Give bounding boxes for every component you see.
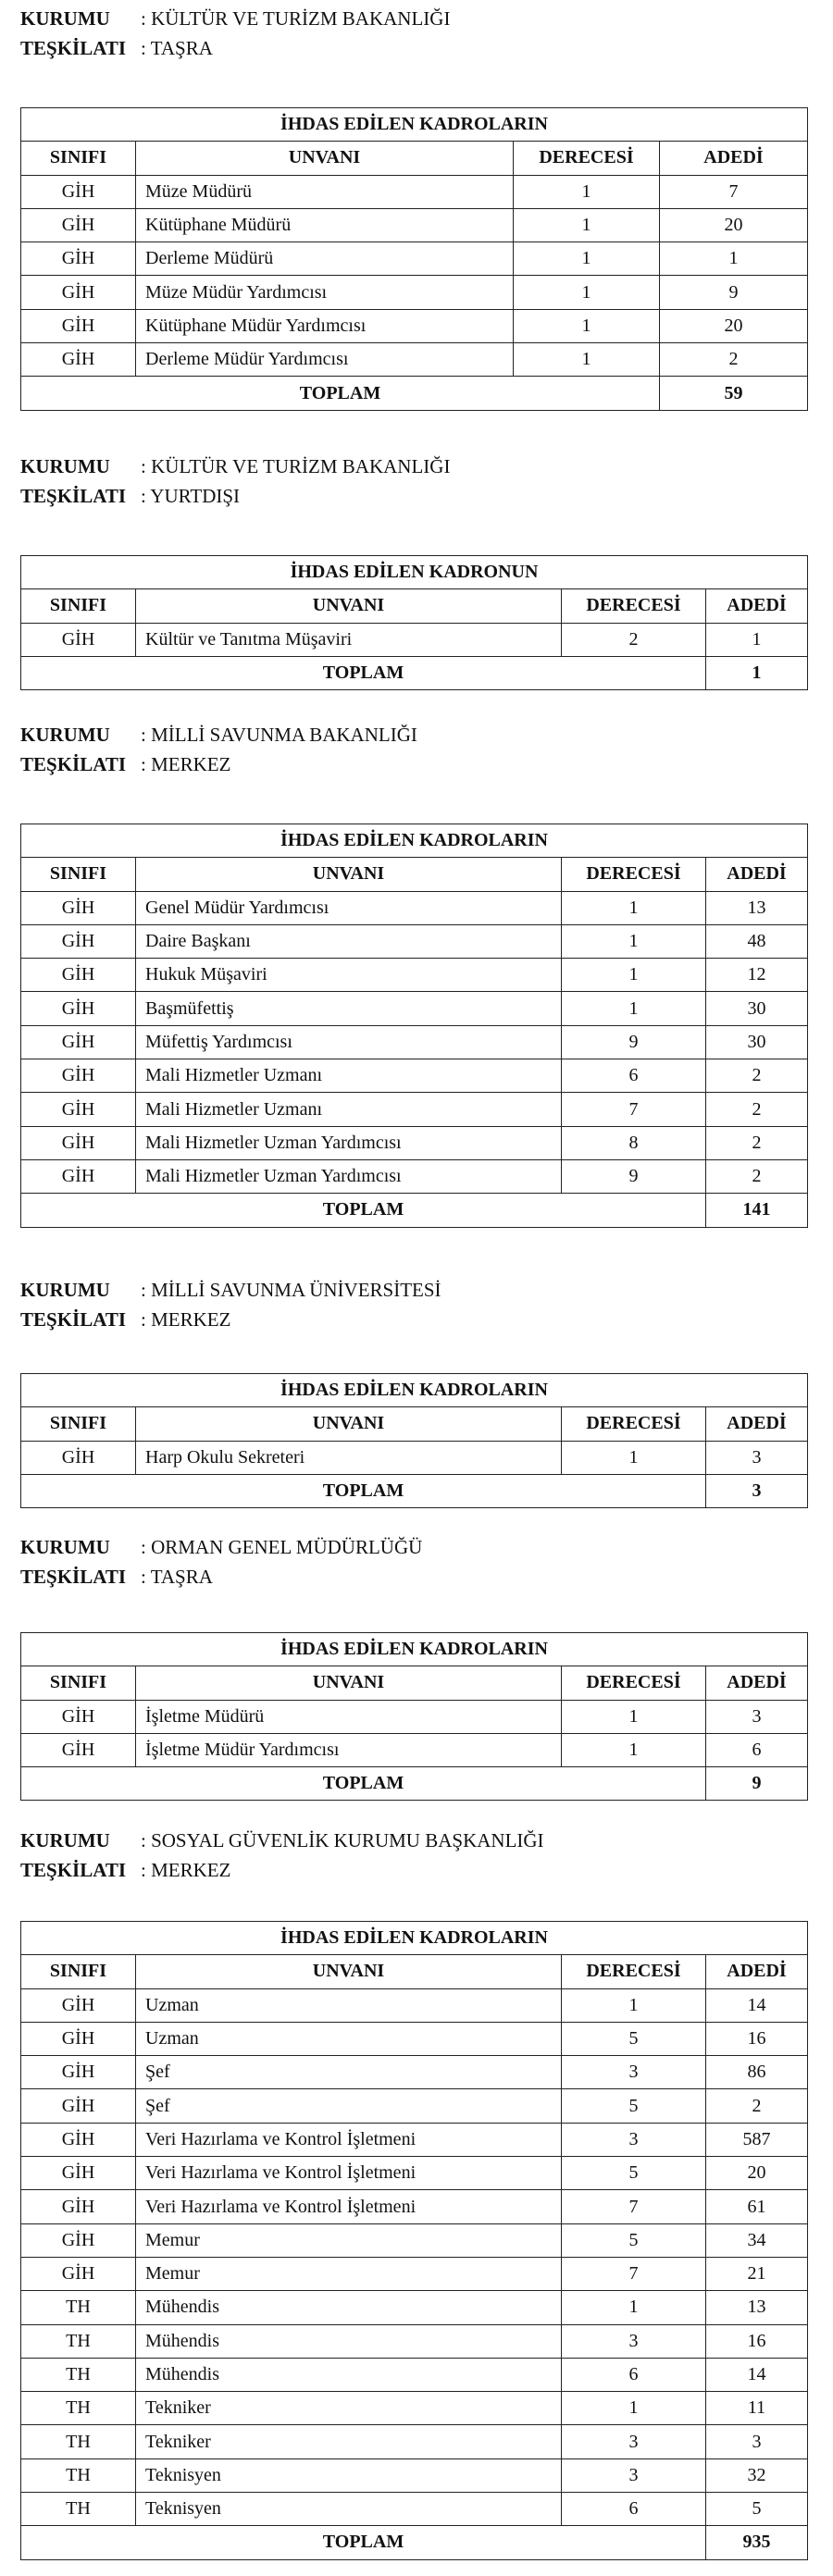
teskilati-value: : TAŞRA [141,37,213,59]
total-row [21,1767,808,1801]
table-title-row [21,108,808,142]
section-header [20,4,450,63]
cell-sinifi: GİH [21,2089,136,2123]
cell-unvani: Teknisyen [136,2493,562,2526]
table-title: İHDAS EDİLEN KADROLARIN [21,1633,808,1666]
cell-unvani: Kültür ve Tanıtma Müşaviri [136,623,562,656]
cell-adedi: 9 [660,276,808,309]
cell-derecesi: 1 [562,1733,706,1766]
cell-adedi: 16 [706,2324,808,2358]
cell-unvani: Müze Müdür Yardımcısı [136,276,514,309]
cell-sinifi: TH [21,2392,136,2425]
cell-derecesi: 1 [562,924,706,958]
table-header-row [21,589,808,623]
table-row [21,1025,808,1059]
cell-unvani: Veri Hazırlama ve Kontrol İşletmeni [136,2190,562,2223]
total-value: 9 [706,1767,808,1801]
cell-sinifi: GİH [21,175,136,208]
cell-adedi: 30 [706,992,808,1025]
cell-derecesi: 6 [562,2493,706,2526]
kurumu-label: KURUMU [20,1279,110,1301]
col-header-sinifi: SINIFI [21,858,136,891]
col-header-adedi: ADEDİ [706,1955,808,1988]
section-header [20,1275,441,1334]
table-row [21,1441,808,1474]
cadre-table [20,1373,808,1508]
cell-unvani: İşletme Müdür Yardımcısı [136,1733,562,1766]
kurumu-value: : KÜLTÜR VE TURİZM BAKANLIĞI [141,455,451,477]
cell-derecesi: 5 [562,2223,706,2257]
cell-derecesi: 1 [514,309,660,342]
cell-derecesi: 1 [562,891,706,924]
table-title: İHDAS EDİLEN KADROLARIN [21,108,808,142]
cell-adedi: 2 [706,1093,808,1126]
cell-derecesi: 1 [514,242,660,276]
table-row [21,992,808,1025]
kurumu-label: KURUMU [20,1536,110,1558]
kurumu-line [20,4,450,33]
cadre-table [20,1632,808,1801]
cell-sinifi: TH [21,2493,136,2526]
table-row [21,1093,808,1126]
cell-derecesi: 7 [562,1093,706,1126]
total-value: 935 [706,2526,808,2559]
table-title-row [21,1374,808,1407]
table-row [21,1988,808,2022]
cell-sinifi: GİH [21,242,136,276]
cell-unvani: Derleme Müdürü [136,242,514,276]
table-row [21,1126,808,1159]
cell-adedi: 32 [706,2458,808,2492]
cell-derecesi: 3 [562,2458,706,2492]
cell-derecesi: 2 [562,623,706,656]
col-header-sinifi: SINIFI [21,1955,136,1988]
cell-unvani: Mühendis [136,2324,562,2358]
col-header-adedi: ADEDİ [706,589,808,623]
table-header-row [21,858,808,891]
kurumu-value: : ORMAN GENEL MÜDÜRLÜĞÜ [141,1536,423,1558]
teskilati-value: : TAŞRA [141,1566,213,1588]
table-row [21,309,808,342]
table-row [21,175,808,208]
cell-unvani: Derleme Müdür Yardımcısı [136,343,514,377]
cell-unvani: Tekniker [136,2392,562,2425]
cell-adedi: 11 [706,2392,808,2425]
cell-unvani: Teknisyen [136,2458,562,2492]
table-row [21,2022,808,2055]
cell-derecesi: 1 [562,992,706,1025]
cell-sinifi: GİH [21,1700,136,1733]
cell-derecesi: 1 [562,2392,706,2425]
table-row [21,2257,808,2290]
section-header [20,1532,422,1591]
table-row [21,2458,808,2492]
cell-derecesi: 7 [562,2257,706,2290]
cell-adedi: 2 [706,1159,808,1193]
kurumu-line [20,452,450,481]
cell-adedi: 2 [660,343,808,377]
cell-adedi: 14 [706,2358,808,2391]
teskilati-label: TEŞKİLATI [20,1308,126,1331]
cell-derecesi: 5 [562,2157,706,2190]
cell-sinifi: GİH [21,992,136,1025]
table-row [21,623,808,656]
total-value: 1 [706,656,808,689]
cell-derecesi: 1 [514,343,660,377]
col-header-unvani: UNVANI [136,858,562,891]
cell-derecesi: 3 [562,2425,706,2458]
cell-unvani: Daire Başkanı [136,924,562,958]
table-row [21,242,808,276]
kurumu-line [20,1275,441,1305]
cell-derecesi: 8 [562,1126,706,1159]
cell-sinifi: TH [21,2425,136,2458]
cell-sinifi: GİH [21,309,136,342]
cell-adedi: 48 [706,924,808,958]
cell-unvani: Tekniker [136,2425,562,2458]
cell-adedi: 30 [706,1025,808,1059]
cell-sinifi: GİH [21,208,136,242]
cell-derecesi: 1 [562,959,706,992]
kurumu-value: : MİLLİ SAVUNMA ÜNİVERSİTESİ [141,1279,441,1301]
cell-unvani: Memur [136,2257,562,2290]
cell-adedi: 3 [706,2425,808,2458]
total-row [21,377,808,410]
cell-adedi: 21 [706,2257,808,2290]
col-header-sinifi: SINIFI [21,142,136,175]
table-title-row [21,1922,808,1955]
table-row [21,343,808,377]
col-header-adedi: ADEDİ [706,858,808,891]
cell-unvani: Hukuk Müşaviri [136,959,562,992]
cell-unvani: Müze Müdürü [136,175,514,208]
cell-derecesi: 6 [562,2358,706,2391]
table-title: İHDAS EDİLEN KADROLARIN [21,824,808,858]
cell-adedi: 16 [706,2022,808,2055]
col-header-derecesi: DERECESİ [562,858,706,891]
total-label: TOPLAM [21,2526,706,2559]
cell-sinifi: GİH [21,1159,136,1193]
col-header-adedi: ADEDİ [706,1407,808,1441]
table-title-row [21,1633,808,1666]
col-header-derecesi: DERECESİ [562,1955,706,1988]
cell-derecesi: 5 [562,2089,706,2123]
cell-adedi: 20 [706,2157,808,2190]
table-row [21,891,808,924]
table-row [21,2223,808,2257]
table-row [21,2056,808,2089]
cell-sinifi: GİH [21,2190,136,2223]
kurumu-line [20,1532,422,1562]
table-header-row [21,1666,808,1700]
cell-derecesi: 9 [562,1159,706,1193]
cadre-table [20,824,808,1228]
table-row [21,924,808,958]
kurumu-label: KURUMU [20,7,110,30]
table-row [21,2157,808,2190]
cell-sinifi: GİH [21,2022,136,2055]
total-row [21,656,808,689]
cell-sinifi: GİH [21,2257,136,2290]
cell-derecesi: 1 [514,175,660,208]
cell-derecesi: 5 [562,2022,706,2055]
col-header-derecesi: DERECESİ [562,589,706,623]
cell-sinifi: TH [21,2458,136,2492]
cell-adedi: 86 [706,2056,808,2089]
cell-adedi: 14 [706,1988,808,2022]
teskilati-label: TEŞKİLATI [20,485,126,507]
cell-sinifi: TH [21,2358,136,2391]
cell-unvani: Mali Hizmetler Uzman Yardımcısı [136,1126,562,1159]
cell-unvani: Başmüfettiş [136,992,562,1025]
col-header-adedi: ADEDİ [660,142,808,175]
teskilati-value: : MERKEZ [141,753,231,775]
total-value: 141 [706,1194,808,1227]
cell-unvani: Mali Hizmetler Uzmanı [136,1093,562,1126]
cell-adedi: 13 [706,2291,808,2324]
total-row [21,2526,808,2559]
cell-sinifi: GİH [21,1733,136,1766]
table-row [21,2190,808,2223]
table-row [21,276,808,309]
cell-adedi: 20 [660,208,808,242]
table-header-row [21,142,808,175]
cell-sinifi: GİH [21,1093,136,1126]
cell-unvani: Uzman [136,1988,562,2022]
col-header-sinifi: SINIFI [21,1666,136,1700]
cell-sinifi: GİH [21,623,136,656]
cell-sinifi: GİH [21,1441,136,1474]
table-row [21,2493,808,2526]
col-header-unvani: UNVANI [136,1407,562,1441]
table-row [21,2358,808,2391]
cell-unvani: Kütüphane Müdürü [136,208,514,242]
cell-sinifi: GİH [21,1025,136,1059]
cell-unvani: Genel Müdür Yardımcısı [136,891,562,924]
kurumu-line [20,720,417,749]
total-label: TOPLAM [21,1474,706,1507]
teskilati-line [20,1305,441,1334]
teskilati-label: TEŞKİLATI [20,1859,126,1881]
cell-derecesi: 1 [562,1441,706,1474]
col-header-unvani: UNVANI [136,589,562,623]
cell-derecesi: 3 [562,2324,706,2358]
kurumu-line [20,1826,544,1855]
cell-adedi: 20 [660,309,808,342]
cadre-table [20,555,808,690]
cell-adedi: 2 [706,1126,808,1159]
table-row [21,1059,808,1093]
col-header-unvani: UNVANI [136,142,514,175]
cell-unvani: Müfettiş Yardımcısı [136,1025,562,1059]
cell-adedi: 61 [706,2190,808,2223]
table-row [21,2291,808,2324]
teskilati-line [20,1855,544,1885]
cell-derecesi: 1 [514,276,660,309]
col-header-derecesi: DERECESİ [562,1666,706,1700]
cell-unvani: Uzman [136,2022,562,2055]
cell-unvani: Harp Okulu Sekreteri [136,1441,562,1474]
table-row [21,2324,808,2358]
total-label: TOPLAM [21,656,706,689]
teskilati-line [20,749,417,779]
cell-adedi: 5 [706,2493,808,2526]
cell-adedi: 2 [706,1059,808,1093]
cell-sinifi: GİH [21,1059,136,1093]
cell-derecesi: 1 [514,208,660,242]
section-header [20,1826,544,1885]
table-title-row [21,556,808,589]
kurumu-value: : SOSYAL GÜVENLİK KURUMU BAŞKANLIĞI [141,1829,544,1852]
table-row [21,2392,808,2425]
cell-unvani: Mali Hizmetler Uzman Yardımcısı [136,1159,562,1193]
kurumu-value: : MİLLİ SAVUNMA BAKANLIĞI [141,724,417,746]
kurumu-value: : KÜLTÜR VE TURİZM BAKANLIĞI [141,7,451,30]
table-row [21,2089,808,2123]
cell-unvani: Mühendis [136,2291,562,2324]
cell-sinifi: GİH [21,2157,136,2190]
cell-sinifi: GİH [21,2056,136,2089]
cadre-table [20,1921,808,2560]
table-row [21,1700,808,1733]
total-row [21,1194,808,1227]
cell-adedi: 6 [706,1733,808,1766]
cell-derecesi: 3 [562,2123,706,2156]
col-header-derecesi: DERECESİ [562,1407,706,1441]
total-label: TOPLAM [21,1194,706,1227]
cell-adedi: 13 [706,891,808,924]
cell-adedi: 34 [706,2223,808,2257]
cell-derecesi: 1 [562,2291,706,2324]
table-row [21,2425,808,2458]
cell-sinifi: GİH [21,959,136,992]
table-header-row [21,1407,808,1441]
cell-sinifi: GİH [21,2223,136,2257]
table-row [21,208,808,242]
cadre-table [20,107,808,411]
kurumu-label: KURUMU [20,724,110,746]
cell-sinifi: TH [21,2291,136,2324]
kurumu-label: KURUMU [20,1829,110,1852]
cell-derecesi: 1 [562,1988,706,2022]
total-row [21,1474,808,1507]
table-header-row [21,1955,808,1988]
section-header [20,452,450,511]
section-header [20,720,417,779]
table-title: İHDAS EDİLEN KADRONUN [21,556,808,589]
table-row [21,959,808,992]
cell-unvani: İşletme Müdürü [136,1700,562,1733]
table-title: İHDAS EDİLEN KADROLARIN [21,1922,808,1955]
cell-unvani: Veri Hazırlama ve Kontrol İşletmeni [136,2123,562,2156]
total-label: TOPLAM [21,1767,706,1801]
teskilati-line [20,1562,422,1591]
total-value: 3 [706,1474,808,1507]
teskilati-line [20,481,450,511]
cell-adedi: 2 [706,2089,808,2123]
cell-sinifi: GİH [21,1126,136,1159]
col-header-sinifi: SINIFI [21,1407,136,1441]
table-row [21,1159,808,1193]
col-header-sinifi: SINIFI [21,589,136,623]
cell-adedi: 1 [660,242,808,276]
table-title-row [21,824,808,858]
cell-derecesi: 1 [562,1700,706,1733]
cell-derecesi: 7 [562,2190,706,2223]
total-label: TOPLAM [21,377,660,410]
teskilati-line [20,33,450,63]
teskilati-value: : MERKEZ [141,1308,231,1331]
cell-unvani: Veri Hazırlama ve Kontrol İşletmeni [136,2157,562,2190]
cell-sinifi: GİH [21,343,136,377]
cell-adedi: 587 [706,2123,808,2156]
cell-adedi: 3 [706,1700,808,1733]
cell-unvani: Mühendis [136,2358,562,2391]
cell-derecesi: 3 [562,2056,706,2089]
cell-adedi: 1 [706,623,808,656]
cell-adedi: 12 [706,959,808,992]
table-row [21,1733,808,1766]
teskilati-value: : MERKEZ [141,1859,231,1881]
teskilati-label: TEŞKİLATI [20,1566,126,1588]
cell-unvani: Şef [136,2089,562,2123]
cell-unvani: Mali Hizmetler Uzmanı [136,1059,562,1093]
cell-sinifi: TH [21,2324,136,2358]
cell-sinifi: GİH [21,891,136,924]
col-header-unvani: UNVANI [136,1666,562,1700]
cell-sinifi: GİH [21,276,136,309]
cell-derecesi: 9 [562,1025,706,1059]
table-title: İHDAS EDİLEN KADROLARIN [21,1374,808,1407]
cell-adedi: 7 [660,175,808,208]
cell-sinifi: GİH [21,924,136,958]
col-header-adedi: ADEDİ [706,1666,808,1700]
cell-unvani: Memur [136,2223,562,2257]
cell-sinifi: GİH [21,2123,136,2156]
cell-sinifi: GİH [21,1988,136,2022]
teskilati-label: TEŞKİLATI [20,37,126,59]
kurumu-label: KURUMU [20,455,110,477]
cell-adedi: 3 [706,1441,808,1474]
cell-derecesi: 6 [562,1059,706,1093]
col-header-derecesi: DERECESİ [514,142,660,175]
col-header-unvani: UNVANI [136,1955,562,1988]
cell-unvani: Kütüphane Müdür Yardımcısı [136,309,514,342]
table-row [21,2123,808,2156]
teskilati-value: : YURTDIŞI [141,485,241,507]
cell-unvani: Şef [136,2056,562,2089]
teskilati-label: TEŞKİLATI [20,753,126,775]
total-value: 59 [660,377,808,410]
